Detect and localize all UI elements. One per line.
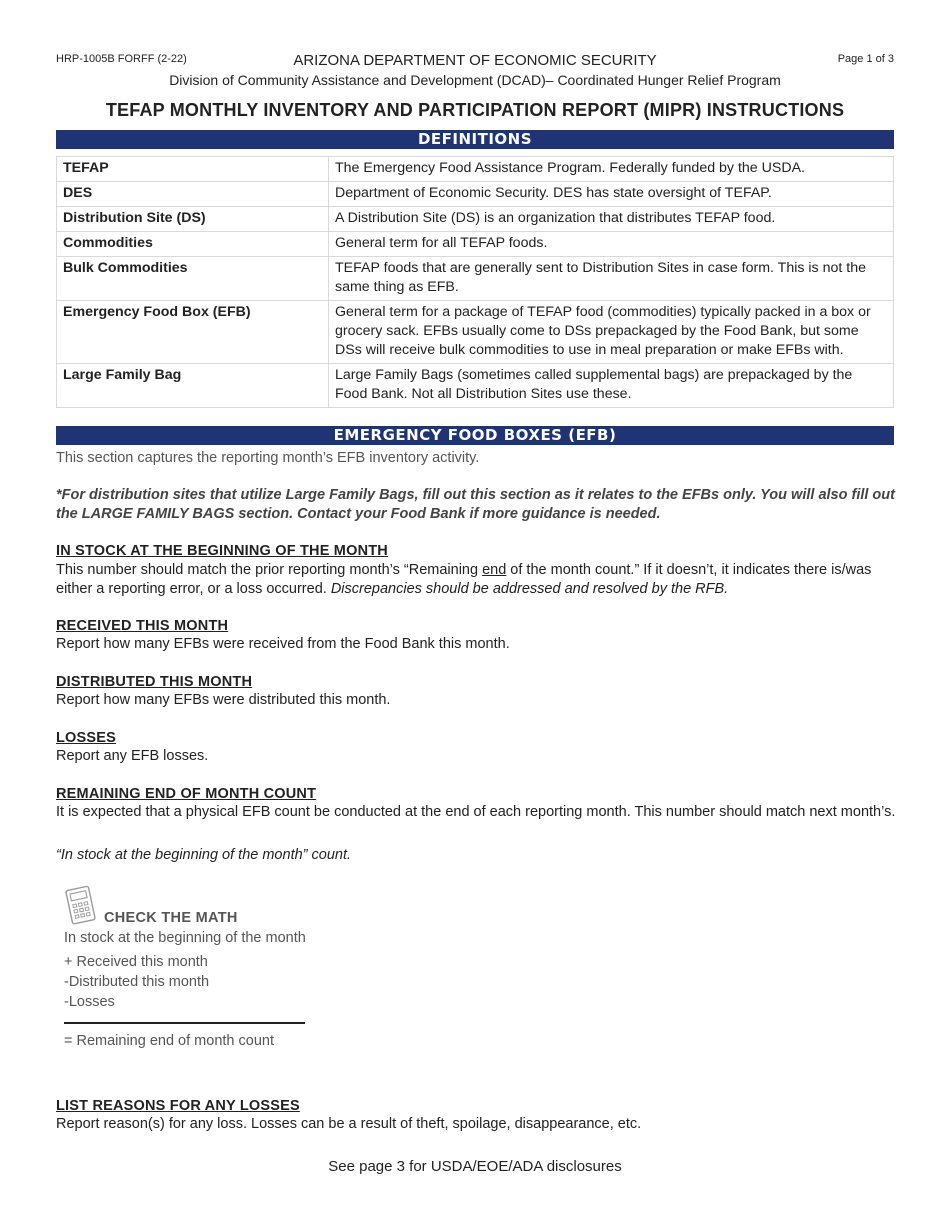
losses-heading: LOSSES [56, 730, 117, 746]
distributed-text: Report how many EFBs were distributed this month. [56, 692, 391, 708]
table-row [57, 207, 894, 232]
calculator-icon [65, 885, 97, 925]
received-text: Report how many EFBs were received from the Food Bank this month. [56, 636, 510, 652]
distributed-heading: DISTRIBUTED THIS MONTH [56, 674, 253, 690]
remaining-text: It is expected that a physical EFB count be conducted at the end of each reporting month. This number should match next month’s. [56, 804, 896, 820]
definition-text: Department of Economic Security. DES has state oversight of TEFAP. [329, 182, 894, 207]
in-stock-heading: IN STOCK AT THE BEGINNING OF THE MONTH [56, 543, 388, 559]
efb-intro: This section captures the reporting month’s EFB inventory activity. [56, 450, 480, 466]
check-the-math-title: CHECK THE MATH [104, 910, 238, 926]
math-line-received: + Received this month [64, 954, 208, 970]
definition-term: Emergency Food Box (EFB) [57, 301, 329, 364]
table-row [57, 364, 894, 408]
definition-text: A Distribution Site (DS) is an organization that distributes TEFAP food. [329, 207, 894, 232]
form-number: HRP-1005B FORFF (2-22) [56, 53, 187, 65]
math-line-result: = Remaining end of month count [64, 1033, 274, 1049]
definition-term: Bulk Commodities [57, 257, 329, 301]
definition-text: The Emergency Food Assistance Program. Federally funded by the USDA. [329, 157, 894, 182]
remaining-italic-text: “In stock at the beginning of the month” count. [56, 847, 352, 863]
efb-heading: EMERGENCY FOOD BOXES (EFB) [56, 426, 894, 445]
losses-text: Report any EFB losses. [56, 748, 209, 764]
definition-term: Distribution Site (DS) [57, 207, 329, 232]
table-row [57, 257, 894, 301]
definition-text: TEFAP foods that are generally sent to Distribution Sites in case form. This is not the same thing as EFB. [329, 257, 894, 301]
definition-term: Commodities [57, 232, 329, 257]
definitions-heading: DEFINITIONS [56, 130, 894, 149]
reasons-heading: LIST REASONS FOR ANY LOSSES [56, 1098, 300, 1114]
agency-name: ARIZONA DEPARTMENT OF ECONOMIC SECURITY [293, 52, 657, 69]
math-divider [64, 1022, 305, 1024]
definition-text: General term for a package of TEFAP food (commodities) typically packed in a box or grocery sack. EFBs usually come to DSs prepackaged by the Food Bank, but some DSs will receive bulk commodities to use in meal preparation or make EFBs with. [329, 301, 894, 364]
definition-text: General term for all TEFAP foods. [329, 232, 894, 257]
definition-term: Large Family Bag [57, 364, 329, 408]
definitions-table [56, 156, 894, 408]
definition-text: Large Family Bags (sometimes called supplemental bags) are prepackaged by the Food Bank. Not all Distribution Sites use these. [329, 364, 894, 408]
remaining-heading: REMAINING END OF MONTH COUNT [56, 786, 317, 802]
definition-term: DES [57, 182, 329, 207]
math-line-losses: -Losses [64, 994, 115, 1010]
received-heading: RECEIVED THIS MONTH [56, 618, 229, 634]
table-row [57, 232, 894, 257]
document-title: TEFAP MONTHLY INVENTORY AND PARTICIPATION REPORT (MIPR) INSTRUCTIONS [105, 100, 845, 120]
math-line-distributed: -Distributed this month [64, 974, 210, 990]
page-number: Page 1 of 3 [837, 53, 894, 65]
footer-disclosure: See page 3 for USDA/EOE/ADA disclosures [328, 1158, 622, 1175]
efb-note: *For distribution sites that utilize Large Family Bags, fill out this section as it relates to the EFBs only. You will also fill out the LARGE FAMILY BAGS section. Contact your Food Bank if more guidance is needed. [56, 487, 895, 522]
reasons-text: Report reason(s) for any loss. Losses can be a result of theft, spoilage, disappearance, etc. [56, 1116, 642, 1132]
table-row [57, 157, 894, 182]
definition-term: TEFAP [57, 157, 329, 182]
table-row [57, 301, 894, 364]
division-name: Division of Community Assistance and Development (DCAD)– Coordinated Hunger Relief Program [169, 72, 781, 88]
table-row [57, 182, 894, 207]
math-line-in-stock: In stock at the beginning of the month [64, 930, 306, 946]
in-stock-text: This number should match the prior reporting month’s “Remaining end of the month count.” If it doesn’t, it indicates there is/was either a reporting error, or a loss occurred. Discrepancies should be addressed and resolved by the RFB. [56, 562, 872, 597]
